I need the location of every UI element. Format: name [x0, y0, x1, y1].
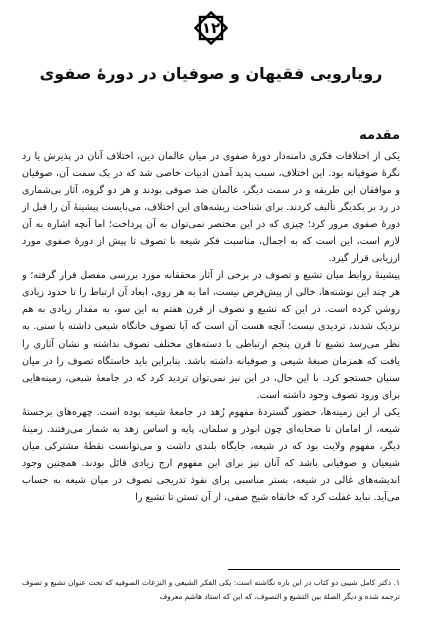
paragraph: [22, 404, 400, 506]
paragraph: پیشینهٔ روابط میان تشیع و تصوف در برخی از آثار محققانه مورد بررسی مفصل قرار گرفته؛ و هر چند این نوشته‌ها، خالی از پیش‌فرض نیست، اما به هر روی، ابعاد آن ارتباط را تا حدود زیادی روشن کرده است. در این که تشیع و تصوف از قرن هفتم به این سو، به مقدار زیادی به هم نزدیک شدند، تردیدی نیست؛ آنچه هست آن است که آیا تصوف خانگاه شیعی داشته یا سنی. به نظر می‌رسد تشیع تا قرن پنجم ارتباطی با دسته‌های مختلف تصوف نداشته و نشان آثاری را یافت که همزمان صبغهٔ شیعی و صوفیانه داشته باشد. بنابراین باید خاستگاه تصوف را در میان سنیان جستجو کرد. با این حال، در این نیز نمی‌توان تردید کرد که در جامعهٔ شیعی، زمینه‌هایی برای ورود تصوف وجود داشته است.: [22, 270, 400, 401]
section-heading: مقدمه: [359, 128, 400, 143]
footnote: ۱. دکتر کامل شیبی دو کتاب در این باره نگاشته است: یکی الفکر الشیعی و النزعات الصوفیه که تحت عنوان تشیع و تصوف ترجمه شده و دیگر الصلة بین التشیع و التصوف، که این که استاد هاشم معروف: [22, 578, 400, 601]
paragraph-text: یکی از این زمینه‌ها، حضور گستردهٔ مفهوم زُهد در جامعهٔ شیعه بوده است. چهره‌های برجستهٔ شیعه، از امامان تا صحابه‌ای چون ابوذر و سلمان، پایه و اساس زهد به شمار می‌رفتند. زمینهٔ دیگر، مفهوم ولایت بود که در شیعه، جایگاه بلندی داشت و می‌توانست نقطهٔ مشترکی میان شیعیان و صوفیانی باشد که آنان نیز برای این مفهوم ارج زیادی قائل بودند. همچنین وجود اندیشه‌های غالی در شیعه، بستر مناسبی برای نفوذ تدریجی تصوف در میان شیعه به حساب می‌آید. نباید غفلت کرد که خانقاه شیخ صفی، از آن تستن تا تشیع را: [22, 406, 400, 503]
body-text: [22, 148, 400, 557]
chapter-title: رویارویی فقیهان و صوفیان در دورهٔ صفوی: [39, 64, 383, 83]
chapter-number: ۱۲: [201, 19, 221, 37]
paragraph: یکی از اختلافات فکری دامنه‌دار دورهٔ صفوی در میان عالمان دین، اختلاف آنان در پذیرش یا رد نگرهٔ صوفیانه بود. این اختلاف، سبب پدید آمدن ادبیات خاصی شد که در یک سمت آن، صوفیان و موافقان این طریقه و در سمت دیگر، عالمان ضد صوفی بودند و هر دو گروه، آثار بی‌شماری در رد بر یکدیگر تألیف کردند. برای شناخت ریشه‌های این اختلاف، می‌بایست پیشینهٔ آن را قبل از دورهٔ صفوی مرور کرد؛ چیزی که در این مختصر نمی‌توان به آن پرداخت؛ اما آنچه اشاره به آن لازم است، این است که به اجمال، مناسبت فکر شیعه با تصوف تا پیش از دورهٔ صفوی مورد ارزیابی قرار گیرد.: [22, 151, 400, 265]
footnote-divider: [228, 569, 400, 570]
chapter-number-badge: [191, 8, 231, 48]
